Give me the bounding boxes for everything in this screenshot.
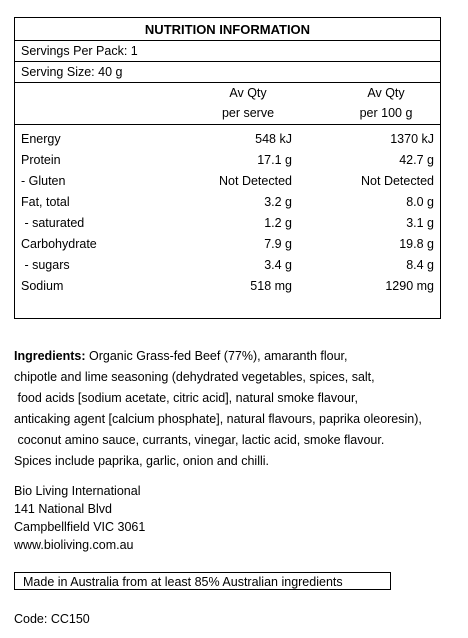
product-code: Code: CC150 — [14, 612, 90, 626]
ingredients-line: Organic Grass-fed Beef (77%), amaranth flour, — [85, 349, 348, 363]
country-of-origin-box: Made in Australia from at least 85% Australian ingredients — [14, 572, 391, 590]
divider — [15, 61, 440, 62]
col2-header-line2: per 100 g — [359, 106, 413, 120]
city-address: Campbellfield VIC 3061 — [14, 520, 146, 534]
per-100g-value: 1290 mg — [385, 279, 434, 293]
nutrient-label: - sugars — [21, 258, 70, 272]
per-100g-value: 8.0 g — [406, 195, 434, 209]
per-100g-value: 1370 kJ — [390, 132, 434, 146]
panel-title: NUTRITION INFORMATION — [144, 22, 311, 37]
nutrient-label: - saturated — [21, 216, 85, 230]
nutrient-label: Fat, total — [21, 195, 70, 209]
per-serve-value: 7.9 g — [264, 237, 292, 251]
company-name: Bio Living International — [14, 484, 141, 498]
per-100g-value: 19.8 g — [399, 237, 434, 251]
per-serve-value: 3.2 g — [264, 195, 292, 209]
ingredients-line: chipotle and lime seasoning (dehydrated vegetables, spices, salt, — [14, 370, 375, 384]
nutrient-label: Energy — [21, 132, 61, 146]
ingredients-line: anticaking agent [calcium phosphate], natural flavours, paprika oleoresin), — [14, 412, 422, 426]
per-serve-value: 518 mg — [250, 279, 292, 293]
per-serve-value: 548 kJ — [255, 132, 292, 146]
serving-size: Serving Size: 40 g — [21, 65, 123, 79]
ingredients-line: Spices include paprika, garlic, onion and chilli. — [14, 454, 270, 468]
per-serve-value: 3.4 g — [264, 258, 292, 272]
nutrient-label: Protein — [21, 153, 61, 167]
ingredients-line: coconut amino sauce, currants, vinegar, lactic acid, smoke flavour. — [14, 433, 385, 447]
divider — [15, 124, 440, 125]
nutrition-panel — [14, 17, 441, 319]
col1-header-line1: Av Qty — [229, 86, 267, 100]
per-serve-value: Not Detected — [219, 174, 292, 188]
per-100g-value: Not Detected — [361, 174, 434, 188]
per-serve-value: 17.1 g — [257, 153, 292, 167]
divider — [15, 82, 440, 83]
per-100g-value: 8.4 g — [406, 258, 434, 272]
nutrient-label: - Gluten — [21, 174, 66, 188]
ingredients-block — [14, 346, 464, 472]
divider — [15, 40, 440, 41]
col2-header-line1: Av Qty — [367, 86, 405, 100]
per-100g-value: 3.1 g — [406, 216, 434, 230]
servings-per-pack: Servings Per Pack: 1 — [21, 44, 138, 58]
ingredients-line: food acids [sodium acetate, citric acid], natural smoke flavour, — [14, 391, 358, 405]
ingredients-heading: Ingredients: — [14, 349, 86, 363]
nutrient-label: Sodium — [21, 279, 64, 293]
company-address — [14, 482, 145, 554]
nutrient-label: Carbohydrate — [21, 237, 97, 251]
col1-header-line2: per serve — [221, 106, 275, 120]
website-link[interactable]: www.bioliving.com.au — [14, 538, 134, 552]
street-address: 141 National Blvd — [14, 502, 112, 516]
per-serve-value: 1.2 g — [264, 216, 292, 230]
per-100g-value: 42.7 g — [399, 153, 434, 167]
